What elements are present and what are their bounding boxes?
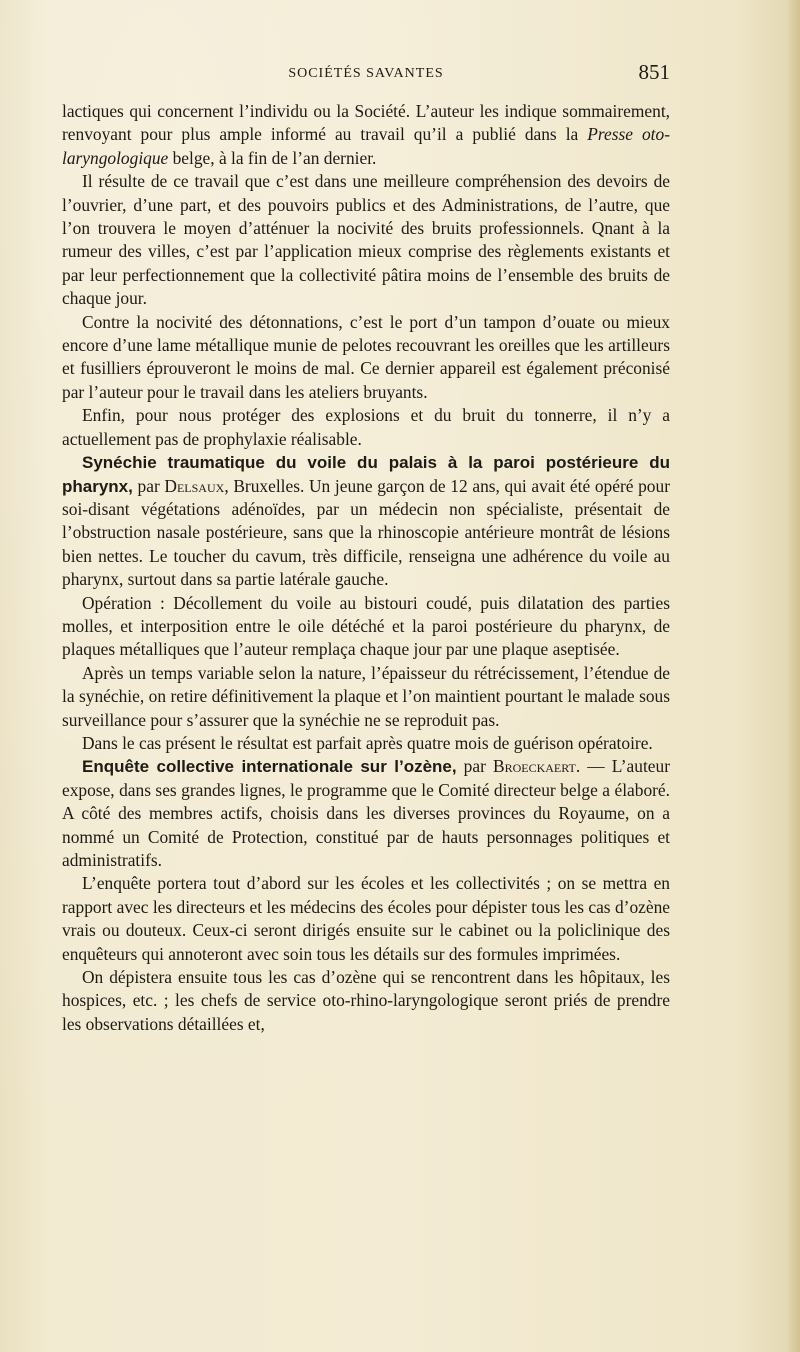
running-head (62, 60, 670, 90)
journal-title: Presse oto-laryngologique (62, 124, 670, 168)
paragraph: L’enquête portera tout d’abord sur les écoles et les collectivités ; on se mettra en rapport avec les directeurs et les médecins des écoles pour dépister tous les cas d’ozène vrais ou douteux. Ceux-ci seront dirigés ensuite sur le cabinet ou la policlinique des enquêteurs qui annoteront avec soin tous les détails sur des formules imprimées. (62, 873, 670, 964)
author-name: Delsaux (164, 475, 225, 496)
paragraph-text: par (132, 475, 165, 496)
paragraph: Après un temps variable selon la nature, l’épaisseur du rétrécissement, l’étendue de la synéchie, on retire définitivement la plaque et l’on maintient pourtant le malade sous surveillance pour s’assurer que la synéchie ne se reproduit pas. (62, 662, 670, 730)
paragraph-text: lactiques qui concernent l’individu ou la Société. L’auteur les indique sommairement, renvoyant pour plus ample informé au travail qu’il a publié dans la (62, 101, 670, 145)
section-heading: Enquête collective internationale sur l’ozène, (82, 757, 457, 777)
paragraph-continuation (62, 100, 670, 170)
paragraph: Opération : Décollement du voile au bistouri coudé, puis dilatation des parties molles, et interposition entre le oile détéché et la paroi postérieure du pharynx, de plaques métalliques que l’auteur remplaça chaque jour par une plaque aseptisée. (62, 592, 670, 660)
paragraph: Dans le cas présent le résultat est parfait après quatre mois de guérison opératoire. (82, 732, 653, 753)
body-text (62, 100, 670, 1036)
paragraph: Contre la nocivité des détonnations, c’est le port d’un tampon d’ouate ou mieux encore d’une lame métallique munie de pelotes recouvrant les oreilles que les artilleurs et fusilliers éprouveront le moins de mal. Ce dernier appareil est également préconisé par l’auteur pour le travail dans les ateliers bruyants. (62, 311, 670, 402)
paragraph-text: . — L’auteur expose, dans ses grandes lignes, le programme que le Comité directeur belge a élaboré. A côté des membres actifs, choisis dans les diverses provinces du Royaume, on a nommé un Comité de Protection, constitué par de hauts personnages politiques et administratifs. (62, 756, 671, 870)
paragraph: Il résulte de ce travail que c’est dans une meilleure compréhension des devoirs de l’ouvrier, d’une part, et des pouvoirs publics et des Administrations, de l’autre, que l’on trouvera le moyen d’atténuer la nocivité des bruits professionnels. Qnant à la rumeur des villes, c’est par l’application mieux comprise des règlements existants et par leur perfectionnement que la collectivité pâtira moins de l’ensemble des bruits de chaque jour. (62, 171, 670, 309)
paragraph-text: par (456, 756, 493, 777)
paragraph: On dépistera ensuite tous les cas d’ozène qui se rencontrent dans les hôpitaux, les hospices, etc. ; les chefs de service oto-rhino-laryngologique seront priés de prendre les observations détaillées et, (62, 967, 670, 1034)
paragraph: Enfin, pour nous protéger des explosions et du bruit du tonnerre, il n’y a actuellement pas de prophylaxie réalisable. (62, 405, 670, 449)
section-synechie (62, 451, 670, 591)
section-ozene (62, 755, 670, 872)
running-title: SOCIÉTÉS SAVANTES (288, 66, 444, 81)
page-number: 851 (638, 60, 670, 84)
section-heading: Synéchie traumatique du voile du palais à la paroi postérieure du pharynx, (62, 453, 670, 496)
author-name: Broeckaert (492, 756, 576, 777)
paragraph-text: , Bruxelles. Un jeune garçon de 12 ans, qui avait été opéré pour soi-disant végétations adénoïdes, par un médecin non spécialiste, présentait de l’obstruction nasale postérieure, sans que la rhinoscopie antérieure montrât de lésions bien nettes. Le toucher du cavum, très difficile, renseigna une adhérence du voile au pharynx, surtout dans sa partie latérale gauche. (62, 475, 670, 590)
paragraph-text: belge, à la fin de l’an dernier. (168, 147, 377, 168)
